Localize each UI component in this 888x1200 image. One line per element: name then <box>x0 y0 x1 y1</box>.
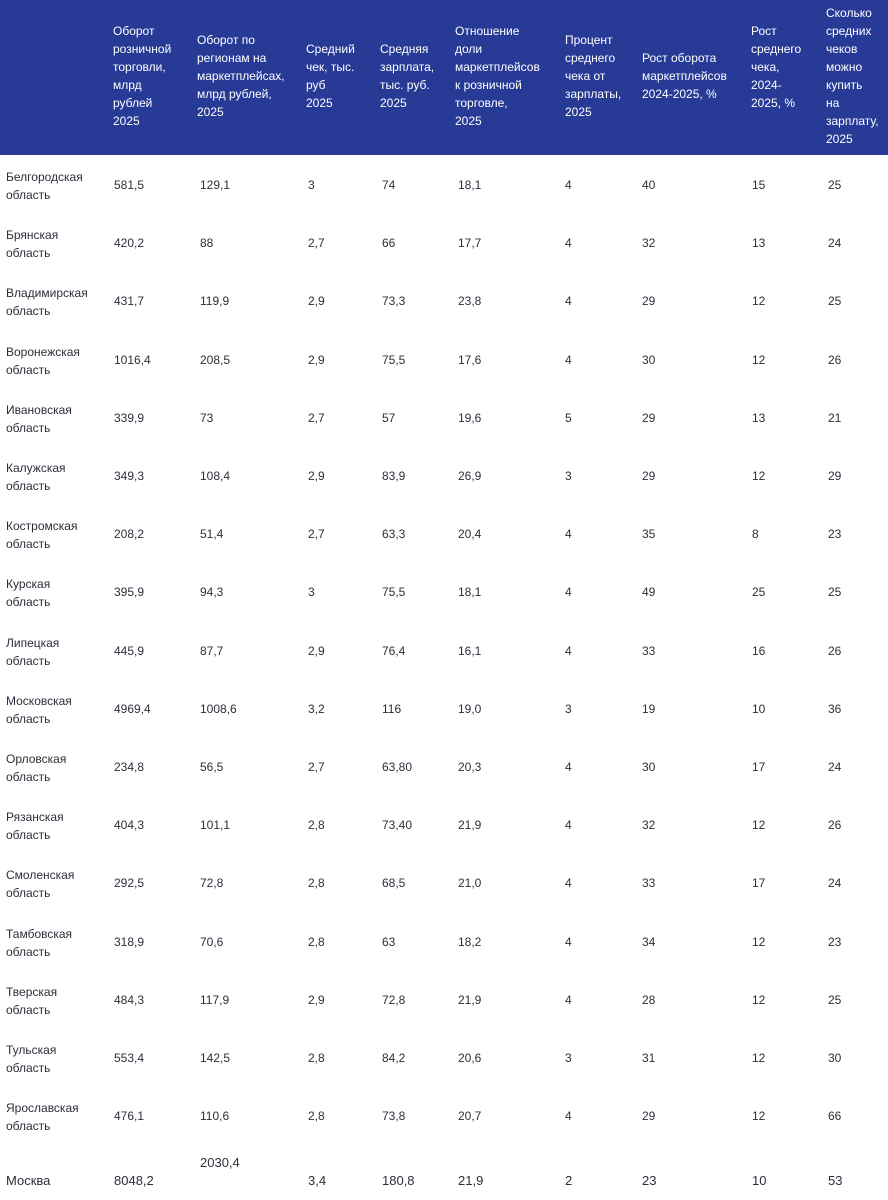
table-cell: 101,1 <box>200 818 231 833</box>
row-label: Рязанская область <box>6 810 64 843</box>
table-cell: 19,0 <box>458 701 482 716</box>
table-cell: 1016,4 <box>114 352 151 367</box>
table-cell: 404,3 <box>114 818 145 833</box>
table-cell: 23 <box>642 1173 657 1189</box>
table-cell: 108,4 <box>200 469 231 483</box>
table-cell: 4 <box>565 178 572 192</box>
table-cell: 25 <box>828 294 842 309</box>
table-cell: 3 <box>565 469 572 483</box>
table-cell: 73,3 <box>382 294 406 309</box>
table-cell: 31 <box>642 1051 656 1065</box>
table-cell: 73,8 <box>382 1109 406 1124</box>
table-cell: 3,2 <box>308 701 325 716</box>
table-cell: 2,9 <box>308 643 325 658</box>
table-cell: 25 <box>828 585 842 600</box>
table-cell: 16 <box>752 643 766 658</box>
column-header: Оборот по регионам на маркетплейсах, млрд рублей, 2025 <box>197 33 285 119</box>
row-label: Липецкая область <box>6 635 60 668</box>
table-cell: 72,8 <box>200 876 224 891</box>
table-cell: 53 <box>828 1173 843 1189</box>
table-cell: 3 <box>565 1051 572 1065</box>
table-cell: 2,8 <box>308 934 325 949</box>
table-cell: 208,5 <box>200 352 231 367</box>
table-cell: 94,3 <box>200 585 224 600</box>
table-cell: 142,5 <box>200 1051 231 1065</box>
table-cell: 12 <box>752 1109 766 1124</box>
table-cell: 24 <box>828 236 842 251</box>
table-cell: 21,0 <box>458 876 482 891</box>
table-cell: 13 <box>752 410 766 425</box>
table-cell: 2030,4 <box>200 1155 240 1171</box>
table-cell: 12 <box>752 352 766 367</box>
table-cell: 4 <box>565 643 572 658</box>
table-cell: 29 <box>642 410 656 425</box>
table-cell: 4 <box>565 1109 572 1124</box>
table-cell: 2 <box>565 1173 573 1189</box>
table-cell: 18,2 <box>458 934 482 949</box>
column-header: Сколько средних чеков можно купить на зарплату, 2025 <box>826 6 879 146</box>
table-cell: 2,7 <box>308 527 325 542</box>
table-cell: 19,6 <box>458 410 482 425</box>
table-cell: 2,7 <box>308 760 325 774</box>
table-cell: 57 <box>382 410 396 425</box>
table-cell: 3 <box>308 178 315 192</box>
table-cell: 68,5 <box>382 876 406 891</box>
table-cell: 445,9 <box>114 643 145 658</box>
row-label: Курская область <box>6 577 51 610</box>
table-cell: 4 <box>565 352 572 367</box>
table-cell: 17,7 <box>458 236 482 251</box>
table-cell: 4 <box>565 527 572 542</box>
table-cell: 63,80 <box>382 760 413 774</box>
table-cell: 4 <box>565 876 572 891</box>
table-cell: 29 <box>828 469 842 483</box>
table-cell: 24 <box>828 760 842 774</box>
table-cell: 66 <box>382 236 396 251</box>
table-cell: 25 <box>752 585 766 600</box>
row-label: Смоленская область <box>6 868 75 901</box>
row-label: Орловская область <box>6 752 67 784</box>
table-cell: 20,7 <box>458 1109 482 1124</box>
table-cell: 25 <box>828 178 842 192</box>
table-cell: 33 <box>642 643 656 658</box>
row-label: Тамбовская область <box>6 926 73 959</box>
table-cell: 40 <box>642 178 656 192</box>
table-cell: 476,1 <box>114 1109 145 1124</box>
row-label: Белгородская область <box>6 170 83 202</box>
table-cell: 51,4 <box>200 527 224 542</box>
table-cell: 17 <box>752 876 766 891</box>
table-cell: 581,5 <box>114 178 145 192</box>
table-cell: 33 <box>642 876 656 891</box>
table-cell: 2,9 <box>308 294 325 309</box>
table-cell: 84,2 <box>382 1051 406 1065</box>
column-header: Средняя зарплата, тыс. руб. 2025 <box>380 42 435 110</box>
table-cell: 12 <box>752 934 766 949</box>
row-label: Ивановская область <box>6 402 72 435</box>
table-cell: 34 <box>642 934 656 949</box>
table-cell: 553,4 <box>114 1051 145 1065</box>
table-cell: 23 <box>828 934 842 949</box>
table-cell: 2,9 <box>308 469 325 483</box>
table-cell: 4 <box>565 818 572 833</box>
row-label: Калужская область <box>6 461 66 493</box>
table-cell: 10 <box>752 1173 767 1189</box>
table-cell: 29 <box>642 1109 656 1124</box>
column-header: Оборот розничной торговли, млрд рублей 2025 <box>113 24 172 128</box>
table-cell: 484,3 <box>114 992 145 1007</box>
table-cell: 10 <box>752 701 766 716</box>
table-cell: 8 <box>752 527 759 542</box>
row-label: Брянская область <box>6 228 59 261</box>
row-label: Костромская область <box>6 519 78 552</box>
table-cell: 29 <box>642 294 656 309</box>
table-cell: 17,6 <box>458 352 482 367</box>
table-cell: 66 <box>828 1109 842 1124</box>
table-cell: 63 <box>382 934 396 949</box>
table-cell: 349,3 <box>114 469 145 483</box>
table-cell: 2,7 <box>308 410 325 425</box>
table-cell: 87,7 <box>200 643 224 658</box>
column-header: Рост оборота маркетплейсов 2024-2025, % <box>642 51 727 101</box>
table-cell: 339,9 <box>114 410 145 425</box>
table-header <box>0 0 888 155</box>
table-cell: 17 <box>752 760 766 774</box>
table-cell: 36 <box>828 701 842 716</box>
table-cell: 116 <box>382 701 402 716</box>
table-cell: 1008,6 <box>200 701 237 716</box>
table-cell: 88 <box>200 236 214 251</box>
table-cell: 12 <box>752 294 766 309</box>
row-label: Московская область <box>6 693 72 726</box>
table-cell: 12 <box>752 818 766 833</box>
table-cell: 73 <box>200 410 214 425</box>
table-cell: 395,9 <box>114 585 145 600</box>
table-cell: 208,2 <box>114 527 145 542</box>
table-cell: 83,9 <box>382 469 406 483</box>
table-cell: 2,8 <box>308 876 325 891</box>
table-cell: 431,7 <box>114 294 145 309</box>
column-header: Рост среднего чека, 2024- 2025, % <box>751 24 802 110</box>
table-cell: 110,6 <box>200 1109 230 1124</box>
table-cell: 292,5 <box>114 876 145 891</box>
table-cell: 23 <box>828 527 842 542</box>
table-cell: 18,1 <box>458 585 482 600</box>
table-cell: 24 <box>828 876 842 891</box>
table-cell: 12 <box>752 1051 766 1065</box>
table-cell: 3,4 <box>308 1173 327 1189</box>
table-cell: 3 <box>565 701 572 716</box>
table-cell: 29 <box>642 469 656 483</box>
table-cell: 32 <box>642 818 656 833</box>
table-cell: 32 <box>642 236 656 251</box>
row-label: Тульская область <box>6 1043 57 1075</box>
row-label: Тверская область <box>6 984 58 1017</box>
table-cell: 72,8 <box>382 992 406 1007</box>
table-cell: 21,9 <box>458 992 482 1007</box>
table-cell: 13 <box>752 236 766 251</box>
table-cell: 2,9 <box>308 352 325 367</box>
column-header: Процент среднего чека от зарплаты, 2025 <box>565 33 622 119</box>
table-cell: 2,7 <box>308 236 325 251</box>
row-label: Воронежская область <box>6 344 80 377</box>
table-cell: 18,1 <box>458 178 482 192</box>
table-cell: 26 <box>828 352 842 367</box>
table-cell: 75,5 <box>382 585 406 600</box>
table-cell: 76,4 <box>382 643 406 658</box>
table-cell: 117,9 <box>200 992 230 1007</box>
table-cell: 30 <box>642 352 656 367</box>
table-cell: 26 <box>828 643 842 658</box>
table-cell: 19 <box>642 701 656 716</box>
table-cell: 4 <box>565 992 572 1007</box>
table-cell: 20,6 <box>458 1051 482 1065</box>
table-cell: 30 <box>642 760 656 774</box>
table-cell: 20,3 <box>458 760 482 774</box>
table-cell: 30 <box>828 1051 842 1065</box>
row-label: Ярославская область <box>6 1101 79 1134</box>
table-cell: 70,6 <box>200 934 224 949</box>
table-cell: 20,4 <box>458 527 482 542</box>
table-cell: 12 <box>752 469 766 483</box>
row-label: Москва <box>6 1173 51 1189</box>
table-cell: 28 <box>642 992 656 1007</box>
table-cell: 4969,4 <box>114 701 151 716</box>
table-cell: 26 <box>828 818 842 833</box>
table-cell: 2,8 <box>308 1051 325 1065</box>
table-cell: 75,5 <box>382 352 406 367</box>
table-cell: 2,8 <box>308 1109 325 1124</box>
table-cell: 21 <box>828 410 842 425</box>
column-header: Средний чек, тыс. руб 2025 <box>306 42 355 110</box>
table-cell: 180,8 <box>382 1173 415 1189</box>
table-cell: 4 <box>565 294 572 309</box>
table-cell: 63,3 <box>382 527 406 542</box>
table-cell: 129,1 <box>200 178 231 192</box>
table-cell: 4 <box>565 760 572 774</box>
table-cell: 26,9 <box>458 469 482 483</box>
table-cell: 4 <box>565 585 572 600</box>
table-cell: 74 <box>382 178 396 192</box>
table-cell: 21,9 <box>458 818 482 833</box>
table-cell: 73,40 <box>382 818 413 833</box>
table-cell: 21,9 <box>458 1173 484 1189</box>
table-cell: 3 <box>308 585 315 600</box>
table-cell: 2,9 <box>308 992 325 1007</box>
table-cell: 35 <box>642 527 656 542</box>
table-cell: 234,8 <box>114 760 145 774</box>
table-cell: 56,5 <box>200 760 224 774</box>
table-cell: 318,9 <box>114 934 145 949</box>
table-cell: 12 <box>752 992 766 1007</box>
table-cell: 23,8 <box>458 294 482 309</box>
table-cell: 8048,2 <box>114 1173 154 1189</box>
table-cell: 16,1 <box>458 643 482 658</box>
table-cell: 420,2 <box>114 236 145 251</box>
table-cell: 49 <box>642 585 656 600</box>
table-cell: 15 <box>752 178 766 192</box>
row-label: Владимирская область <box>6 286 88 319</box>
table-cell: 25 <box>828 992 842 1007</box>
table-cell: 4 <box>565 934 572 949</box>
table-cell: 4 <box>565 236 572 251</box>
table-cell: 5 <box>565 410 572 425</box>
table-cell: 119,9 <box>200 294 230 309</box>
table-cell: 2,8 <box>308 818 325 833</box>
column-header: Отношение доли маркетплейсов к розничной торговле, 2025 <box>455 24 540 128</box>
